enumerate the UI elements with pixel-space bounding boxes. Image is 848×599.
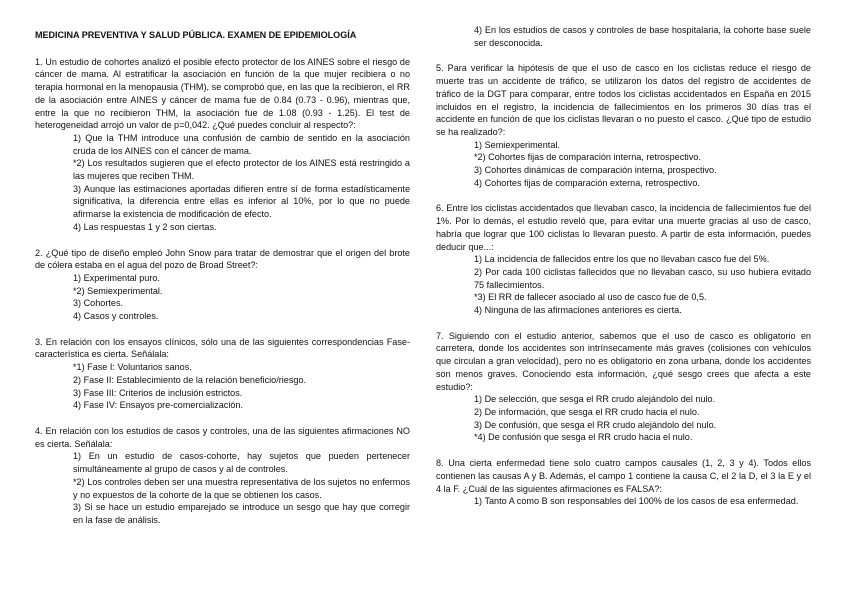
- question-2-stem: 2. ¿Qué tipo de diseño empleó John Snow para tratar de demostrar que el origen del brote de cólera estaba en el agua del pozo de Broad Street?:: [35, 247, 410, 271]
- question-1-option-4: 4) Las respuestas 1 y 2 son ciertas.: [73, 221, 217, 232]
- question-7-option-1: 1) De selección, que sesga el RR crudo alejándolo del nulo.: [474, 394, 716, 405]
- question-8-option-1: 1) Tanto A como B son responsables del 100% de los casos de esa enfermedad.: [474, 496, 799, 507]
- question-3-option-3: 3) Fase III: Criterios de inclusión estrictos.: [73, 387, 243, 398]
- question-8-stem: 8. Una cierta enfermedad tiene solo cuatro campos causales (1, 2, 3 y 4). Todos ellos contienen las causas A y B. Además, el campo 1 contiene la causa C, el 2 la D, el 3 la E y el 4 la F. ¿Cuál de las siguientes afirmaciones es FALSA?:: [436, 458, 811, 494]
- question-4-option-3: 3) Si se hace un estudio emparejado se introduce un sesgo que hay que corregir en la fase de análisis.: [73, 502, 410, 525]
- question-1-option-2: *2) Los resultados sugieren que el efecto protector de los AINES está restringido a las mujeres que reciben THM.: [73, 158, 410, 182]
- question-5-option-4: 4) Cohortes fijas de comparación externa, retrospectivo.: [474, 177, 700, 188]
- right-column: [436, 24, 811, 508]
- question-4-options: [73, 450, 410, 526]
- question-6-options: [474, 253, 811, 317]
- question-7-option-2: 2) De información, que sesga el RR crudo hacia el nulo.: [474, 406, 700, 417]
- question-4: [35, 425, 410, 527]
- question-1-option-3: 3) Aunque las estimaciones aportadas difieren entre sí de forma estadísticamente significativa, la diferencia entre ellas es inferior al 10%, por lo que no puede afirmarse la existencia de modificación de efecto.: [73, 183, 410, 220]
- question-7-option-4: *4) De confusión que sesga el RR crudo hacia el nulo.: [474, 432, 693, 443]
- question-2-option-1: 1) Experimental puro.: [73, 272, 160, 283]
- question-7: [436, 330, 811, 444]
- question-4-option-1: 1) En un estudio de casos-cohorte, hay sujetos que pueden pertenecer simultáneamente al grupo de casos y al de controles.: [73, 451, 410, 475]
- question-1-stem: 1. Un estudio de cohortes analizó el posible efecto protector de los AINES sobre el riesgo de cáncer de mama. Al estratificar la asociación en función de la que mujer recibiera o no terapia hormonal en la menopausia (THM), se comprobó que, en las que la recibieron, el RR de la asociación entre AINES y cáncer de mama fue de 0.84 (0.73 - 0.96), mientras que, entre la que no recibieron THM, la asociación fue de 1.08 (0.93 - 1.25). El test de heterogeneidad arrojó un valor de p=0,042. ¿Qué puedes concluir al respecto?:: [35, 56, 410, 131]
- question-2-option-2: *2) Semiexperimental.: [73, 285, 163, 296]
- question-6-option-3: *3) El RR de fallecer asociado al uso de casco fue de 0,5.: [474, 292, 707, 303]
- question-3-stem: 3. En relación con los ensayos clínicos, sólo una de las siguientes correspondencias Fase-característica es cierta. Señálala:: [35, 336, 410, 360]
- left-column: [35, 24, 410, 527]
- question-1: [35, 56, 410, 234]
- question-4-option-2: *2) Los controles deben ser una muestra representativa de los sujetos no enfermos y no expuestos de la cohorte de la que se obtienen los casos.: [73, 476, 410, 500]
- question-3-option-4: 4) Fase IV: Ensayos pre-comercialización.: [73, 400, 243, 411]
- question-2-option-3: 3) Cohortes.: [73, 298, 124, 309]
- question-3: [35, 336, 410, 412]
- question-3-option-1: *1) Fase I: Voluntarios sanos.: [73, 362, 192, 373]
- question-2-options: [73, 272, 410, 323]
- question-8-options: [474, 495, 811, 508]
- question-2: [35, 247, 410, 323]
- question-8: [436, 457, 811, 508]
- question-5-stem: 5. Para verificar la hipótesis de que el uso de casco en los ciclistas reduce el riesgo de muerte tras un accidente de tráfico, se utilizaron los datos del registro de accidentes de tráfico de la DGT para comparar, entre todos los ciclistas accidentados en España en 2015 incluidos en el registro, la incidencia de fallecimientos en los primeros 30 días tras el accidente en función de que los ciclistas llevaran o no puesto el casco. ¿Qué tipo de estudio se ha realizado?:: [436, 63, 811, 137]
- question-5-option-2: *2) Cohortes fijas de comparación interna, retrospectivo.: [474, 152, 701, 163]
- question-6-stem: 6. Entre los ciclistas accidentados que llevaban casco, la incidencia de fallecimientos fue del 1%. Por lo demás, el estudio reveló que, para evitar una muerte gracias al uso de casco, habría que lograr que 100 ciclistas lo llevaran puesto. A partir de esta información, puedes deducir que...:: [436, 203, 811, 252]
- question-5-options: [474, 139, 811, 190]
- question-7-option-3: 3) De confusión, que sesga el RR crudo alejándolo del nulo.: [474, 419, 717, 430]
- question-3-option-2: 2) Fase II: Establecimiento de la relación beneficio/riesgo.: [73, 374, 307, 385]
- question-3-options: [73, 361, 410, 412]
- question-5: [436, 62, 811, 189]
- question-7-options: [474, 393, 811, 444]
- question-5-option-3: 3) Cohortes dinámicas de comparación interna, prospectivo.: [474, 165, 717, 176]
- question-1-options: [73, 132, 410, 234]
- question-2-option-4: 4) Casos y controles.: [73, 311, 159, 322]
- question-6-option-2: 2) Por cada 100 ciclistas fallecidos que no llevaban casco, su uso hubiera evitado 75 fallecimientos.: [474, 266, 811, 290]
- question-4-option-4: 4) En los estudios de casos y controles de base hospitalaria, la cohorte base suele ser desconocida.: [474, 25, 811, 48]
- question-4-stem: 4. En relación con los estudios de casos y controles, una de las siguientes afirmaciones NO es cierta. Señálala:: [35, 425, 410, 449]
- question-6-option-4: 4) Ninguna de las afirmaciones anteriores es cierta.: [474, 305, 682, 316]
- question-6-option-1: 1) La incidencia de fallecidos entre los que no llevaban casco fue del 5%.: [474, 254, 770, 265]
- question-1-option-1: 1) Que la THM introduce una confusión de cambio de sentido en la asociación cruda de los AINES con el cáncer de mama.: [73, 132, 410, 156]
- page-title: MEDICINA PREVENTIVA Y SALUD PÚBLICA. EXAMEN DE EPIDEMIOLOGÍA: [35, 30, 357, 40]
- question-5-option-1: 1) Semiexperimental.: [474, 139, 560, 150]
- question-7-stem: 7. Siguiendo con el estudio anterior, sabemos que el uso de casco es obligatorio en carretera, donde los accidentes son intrínsecamente más graves (colisiones con vehículos que circulan a gran velocidad), pero no es obligatorio en zona urbana, donde los accidentes son menos graves. Conociendo esta información, ¿qué sesgo crees que afecta a este estudio?:: [436, 330, 811, 392]
- question-6: [436, 202, 811, 316]
